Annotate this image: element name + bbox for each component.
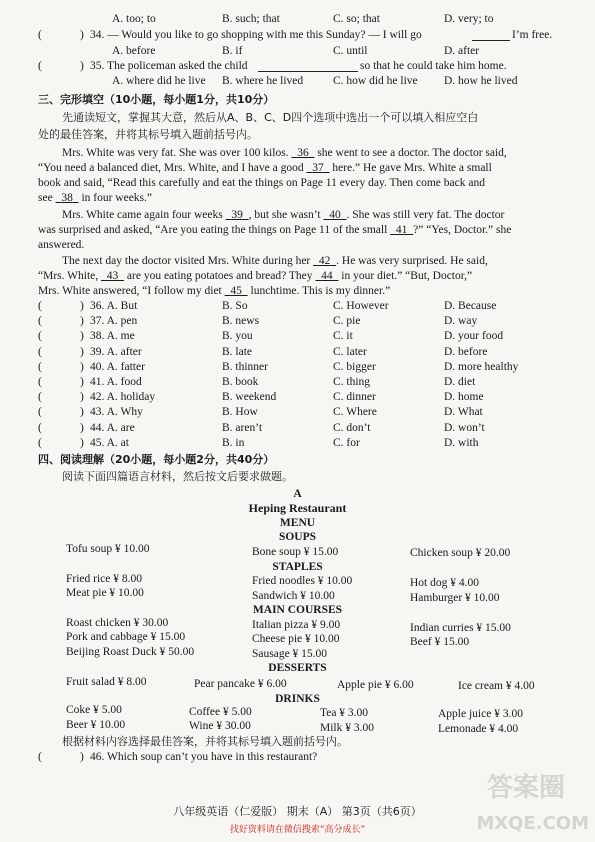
menu-item: Sandwich ¥ 10.00 — [252, 590, 335, 602]
q35-option-d: D. how he lived — [444, 75, 518, 87]
cloze-option: D. diet — [444, 376, 476, 388]
passage-line-5: Mrs. White came again four weeks 39 , but she wasn’t 40 . She was still very fat. The doctor — [62, 209, 505, 221]
cloze-option: B. aren’t — [222, 421, 263, 434]
answer-paren-open: ( — [38, 315, 42, 328]
blank-42: 42 — [318, 255, 331, 267]
q34-option-b: B. if — [222, 45, 243, 57]
cloze-option: 45. A. at — [90, 436, 129, 449]
answer-paren-close: ) — [80, 345, 84, 358]
blank-36: 36 — [297, 147, 309, 159]
q34-paren-open: ( — [38, 29, 42, 41]
blank-41: 41 — [395, 224, 408, 236]
answer-paren-close: ) — [80, 330, 84, 343]
cloze-option: B. weekend — [222, 391, 277, 404]
q35-paren-open: ( — [38, 60, 42, 72]
passage-letter-a: A — [293, 488, 302, 500]
cloze-option: 40. A. fatter — [90, 360, 145, 373]
cloze-option: 39. A. after — [90, 345, 142, 358]
q33-option-d: D. very; to — [444, 13, 494, 25]
section3-instruction-1: 先通读短文，掌握其大意，然后从A、B、C、D四个选项中选出一个可以填入相应空白 — [62, 111, 479, 124]
passage-line-6: was surprised and asked, “Are you eating the things on Page 11 of the small 41 ?” “Yes, Doctor.” she — [38, 224, 512, 236]
q35-stem: 35. The policeman asked the child — [90, 60, 248, 72]
cloze-option: C. it — [333, 330, 353, 343]
q35-blank — [258, 59, 358, 72]
menu-item: Wine ¥ 30.00 — [189, 720, 251, 732]
menu-item: Roast chicken ¥ 30.00 — [66, 617, 169, 629]
menu-title: MENU — [279, 517, 316, 529]
q34-paren-close: ) — [80, 29, 84, 41]
page-footer: 八年级英语（仁爱版） 期末（A） 第3页（共6页） — [173, 805, 422, 818]
cloze-option: 43. A. Why — [90, 406, 143, 419]
answer-paren-open: ( — [38, 360, 42, 373]
cloze-option: C. don’t — [333, 421, 371, 434]
cloze-option: D. more healthy — [444, 360, 519, 373]
restaurant-name: Heping Restaurant — [248, 501, 347, 515]
passage-line-1: Mrs. White was very fat. She was over 100 kilos. 36 she went to see a doctor. The doctor said, — [62, 147, 507, 159]
q46-paren-open: ( — [38, 751, 42, 763]
cloze-option: C. bigger — [333, 360, 376, 373]
staples-heading: STAPLES — [272, 561, 323, 573]
menu-item: Milk ¥ 3.00 — [320, 722, 374, 734]
cloze-option: D. Because — [444, 300, 497, 312]
q34-option-a: A. before — [112, 45, 156, 57]
cloze-option: C. thing — [333, 376, 371, 388]
answer-paren-open: ( — [38, 345, 42, 358]
cloze-option: D. What — [444, 406, 483, 419]
answer-paren-open: ( — [38, 406, 42, 419]
cloze-option: 42. A. holiday — [90, 391, 156, 404]
answer-paren-close: ) — [80, 360, 84, 373]
watermark-logo: 答案圈 — [486, 773, 565, 803]
blank-43: 43 — [106, 270, 119, 282]
answer-paren-close: ) — [80, 391, 84, 404]
passage-line-8: The next day the doctor visited Mrs. White during her 42 . He was very surprised. He said, — [62, 255, 488, 267]
menu-item: Meat pie ¥ 10.00 — [66, 587, 144, 599]
passage-line-7: answered. — [38, 239, 85, 251]
cloze-option: D. before — [444, 345, 488, 358]
cloze-option: C. for — [333, 436, 360, 449]
menu-item: Fried rice ¥ 8.00 — [66, 573, 143, 585]
answer-paren-open: ( — [38, 376, 42, 388]
menu-item: Coke ¥ 5.00 — [66, 704, 122, 716]
answer-paren-close: ) — [80, 376, 84, 388]
answer-paren-close: ) — [80, 421, 84, 434]
soups-heading: SOUPS — [278, 531, 317, 543]
blank-37: 37 — [312, 162, 324, 174]
watermark-text: MXQE.COM — [476, 813, 589, 834]
main-courses-heading: MAIN COURSES — [252, 604, 343, 616]
q46-paren-close: ) — [80, 751, 84, 763]
q35-paren-close: ) — [80, 60, 84, 72]
menu-item: Bone soup ¥ 15.00 — [252, 546, 339, 558]
blank-40: 40 — [329, 209, 341, 221]
menu-item: Ice cream ¥ 4.00 — [458, 680, 535, 692]
menu-item: Cheese pie ¥ 10.00 — [252, 633, 340, 645]
cloze-option: 37. A. pen — [90, 315, 138, 328]
drinks-heading: DRINKS — [275, 693, 320, 705]
cloze-option: 36. A. But — [90, 300, 138, 312]
menu-instruction: 根据材料内容选择最佳答案，并将其标号填入题前括号内。 — [62, 735, 348, 748]
menu-item: Apple juice ¥ 3.00 — [438, 708, 523, 720]
cloze-option: C. dinner — [333, 391, 376, 404]
menu-item: Italian pizza ¥ 9.00 — [252, 619, 341, 631]
menu-item: Pork and cabbage ¥ 15.00 — [66, 631, 186, 643]
answer-paren-close: ) — [80, 436, 84, 449]
answer-paren-open: ( — [38, 330, 42, 343]
passage-line-9: “Mrs. White, 43 are you eating potatoes and bread? They 44 in your diet.” “But, Doctor,” — [38, 270, 473, 282]
cloze-option: D. with — [444, 436, 479, 449]
cloze-option: B. So — [222, 300, 248, 312]
cloze-option: 41. A. food — [90, 376, 142, 388]
q33-option-b: B. such; that — [222, 13, 280, 25]
section3-title: 三、完形填空（10小题，每小题1分，共10分） — [38, 93, 275, 106]
cloze-option: 44. A. are — [90, 421, 135, 434]
answer-paren-open: ( — [38, 300, 42, 312]
blank-45: 45 — [230, 285, 242, 297]
cloze-option: B. you — [222, 330, 253, 343]
q46-stem: 46. Which soup can’t you have in this restaurant? — [90, 751, 318, 763]
q34-stem: 34. — Would you like to go shopping with me this Sunday? — I will go — [90, 29, 422, 41]
q33-option-c: C. so; that — [333, 13, 380, 25]
cloze-option: C. later — [333, 345, 367, 358]
menu-item: Indian curries ¥ 15.00 — [410, 622, 511, 634]
menu-item: Apple pie ¥ 6.00 — [337, 679, 414, 691]
answer-paren-close: ) — [80, 300, 84, 312]
cloze-option: B. late — [222, 345, 253, 358]
menu-item: Beef ¥ 15.00 — [410, 636, 470, 648]
answer-paren-close: ) — [80, 315, 84, 328]
menu-item: Hamburger ¥ 10.00 — [410, 592, 500, 604]
passage-line-3: book and said, “Read this carefully and eat the things on Page 11 every day. Then come back and — [38, 177, 485, 189]
menu-item: Beijing Roast Duck ¥ 50.00 — [66, 646, 195, 658]
q34-end: I’m free. — [512, 29, 553, 41]
cloze-option: B. How — [222, 406, 258, 419]
blank-39: 39 — [231, 209, 243, 221]
blank-38: 38 — [61, 192, 73, 204]
answer-paren-open: ( — [38, 421, 42, 434]
q35-option-a: A. where did he live — [112, 75, 206, 87]
menu-item: Lemonade ¥ 4.00 — [438, 723, 519, 735]
q35-option-c: C. how did he live — [333, 75, 418, 87]
menu-item: Sausage ¥ 15.00 — [252, 648, 328, 660]
desserts-heading: DESSERTS — [268, 662, 327, 674]
menu-item: Chicken soup ¥ 20.00 — [410, 547, 511, 559]
cloze-option: B. in — [222, 436, 245, 449]
section4-instruction: 阅读下面四篇语言材料，然后按文后要求做题。 — [62, 470, 293, 483]
menu-item: Pear pancake ¥ 6.00 — [194, 678, 287, 690]
cloze-option: D. won’t — [444, 421, 485, 434]
cloze-option: B. book — [222, 376, 259, 388]
menu-item: Fruit salad ¥ 8.00 — [66, 676, 147, 688]
passage-line-4: see 38 in four weeks.” — [38, 192, 153, 204]
answer-paren-open: ( — [38, 391, 42, 404]
cloze-option: C. Where — [333, 406, 377, 419]
cloze-option: D. home — [444, 391, 484, 404]
cloze-option: D. your food — [444, 330, 504, 343]
menu-item: Coffee ¥ 5.00 — [189, 706, 252, 718]
search-note: 找好资料请在微信搜索“高分成长” — [229, 825, 366, 835]
answer-paren-open: ( — [38, 436, 42, 449]
cloze-option: C. pie — [333, 315, 361, 328]
cloze-option: D. way — [444, 315, 478, 328]
q35-end: so that he could take him home. — [360, 60, 507, 72]
cloze-option: 38. A. me — [90, 330, 135, 343]
section4-title: 四、阅读理解（20小题，每小题2分，共40分） — [38, 453, 275, 466]
cloze-option: C. However — [333, 300, 389, 312]
passage-line-2: “You need a balanced diet, Mrs. White, and I have a good 37 here.” He gave Mrs. White a small — [38, 162, 492, 174]
q34-option-d: D. after — [444, 45, 480, 57]
menu-item: Hot dog ¥ 4.00 — [410, 577, 479, 589]
blank-44: 44 — [321, 270, 333, 282]
answer-paren-close: ) — [80, 406, 84, 419]
menu-item: Tea ¥ 3.00 — [320, 707, 369, 719]
q35-option-b: B. where he lived — [222, 75, 304, 87]
menu-item: Beer ¥ 10.00 — [66, 719, 126, 731]
cloze-option: B. thinner — [222, 360, 268, 373]
q34-blank — [472, 28, 510, 41]
passage-line-10: Mrs. White answered, “I follow my diet 45 lunchtime. This is my dinner.” — [38, 285, 391, 297]
cloze-option: B. news — [222, 315, 260, 328]
q34-option-c: C. until — [333, 45, 368, 57]
q33-option-a: A. too; to — [112, 13, 156, 25]
menu-item: Tofu soup ¥ 10.00 — [66, 543, 150, 555]
section3-instruction-2: 处的最佳答案，并将其标号填入题前括号内。 — [38, 128, 258, 141]
menu-item: Fried noodles ¥ 10.00 — [252, 575, 353, 587]
